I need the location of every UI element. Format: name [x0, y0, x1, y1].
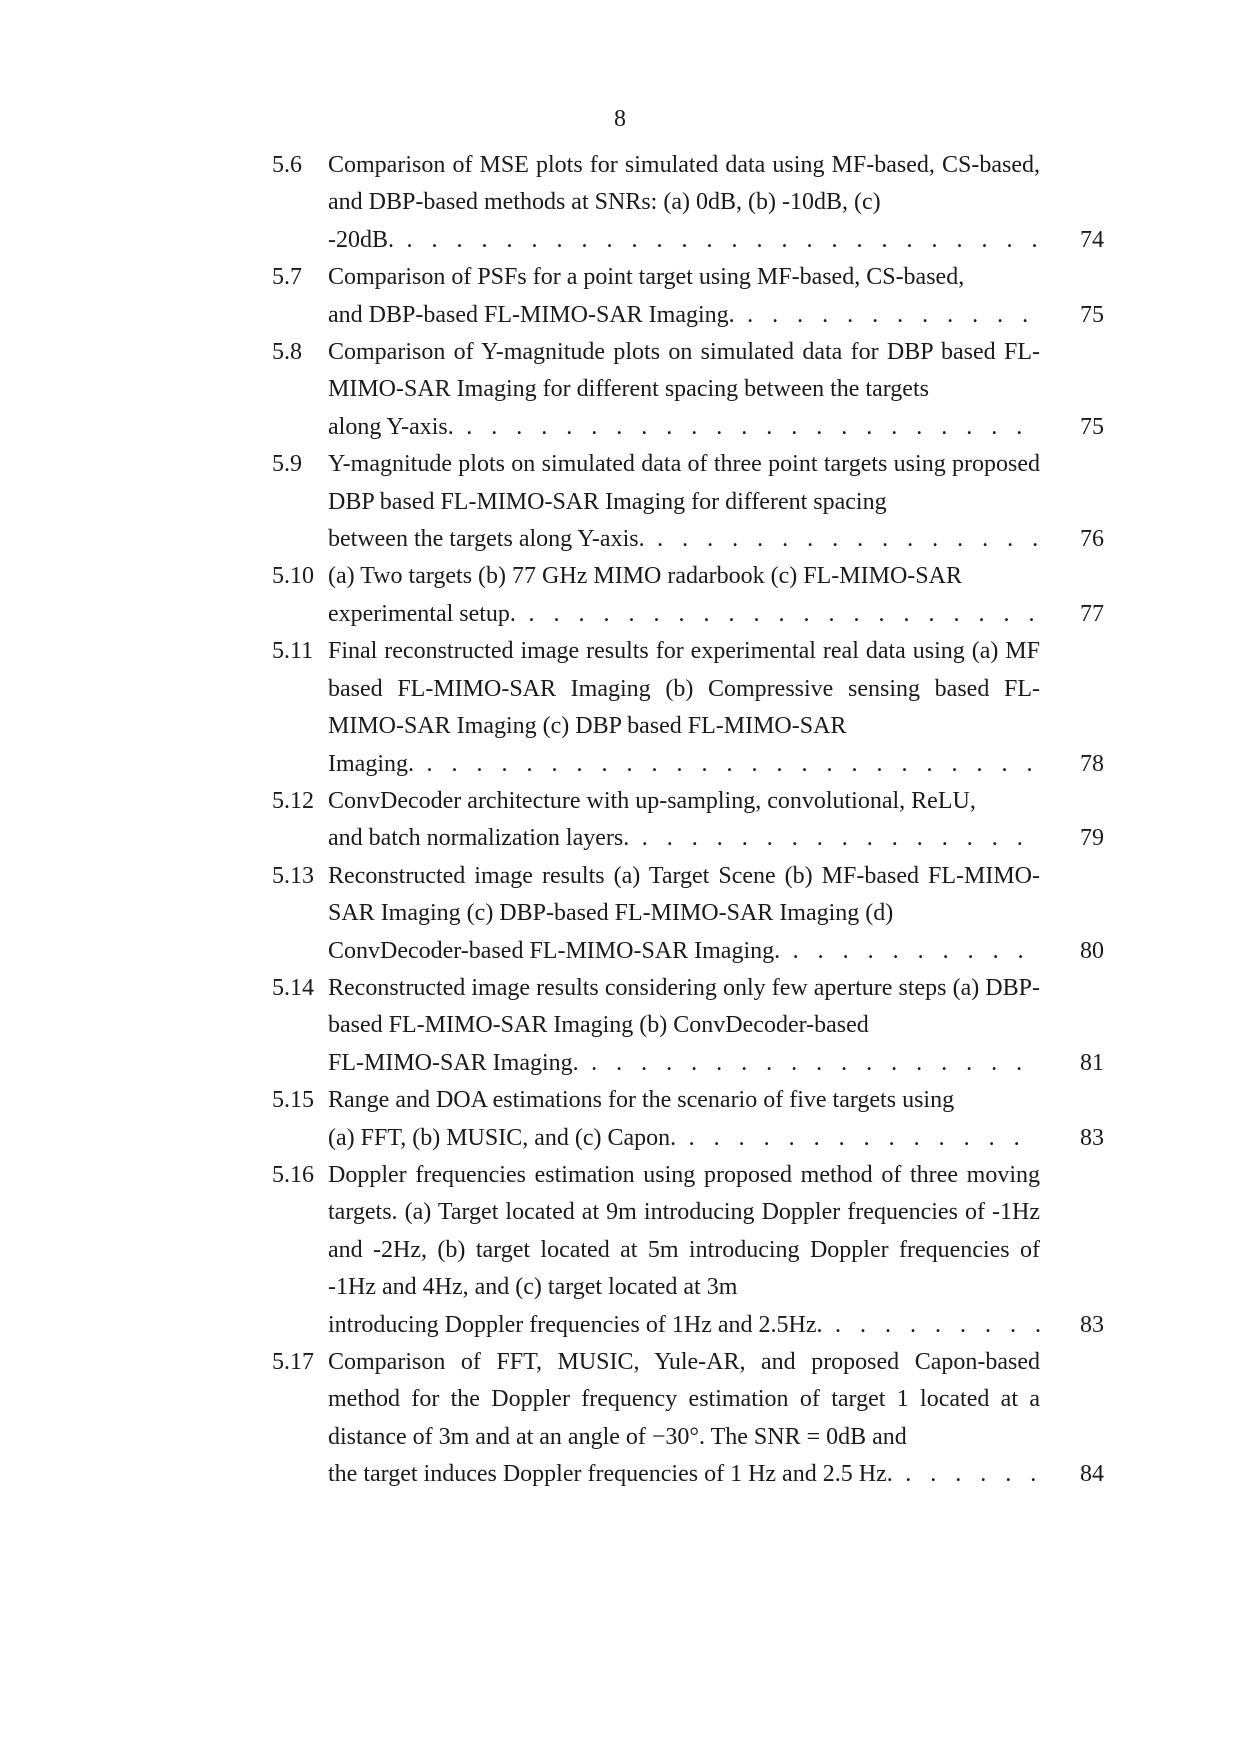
figure-caption: Comparison of PSFs for a point target using MF-based, CS-based, [328, 264, 965, 291]
figure-caption-last-line: experimental setup. . . . [328, 596, 1040, 633]
figure-number: 5.9 [272, 451, 302, 478]
figure-number: 5.6 [272, 152, 302, 178]
lof-entry-5-15[interactable] [272, 1082, 1104, 1157]
figure-caption: Final reconstructed image results for experimental real data using (a) MF based FL-MIMO-SAR Imaging (b) Compressive sensing based FL-MIMO-SAR Imaging (c) DBP based FL-MIMO-SAR [328, 638, 1040, 740]
page-ref[interactable]: 78 [1080, 750, 1104, 777]
figure-caption: Comparison of FFT, MUSIC, Yule-AR, and proposed Capon-based method for the Doppler frequency estimation of target 1 located at a distance of 3m and at an angle of −30°. The SNR = 0dB and [328, 1349, 1040, 1450]
figure-caption: (a) Two targets (b) 77 GHz MIMO radarbook (c) FL-MIMO-SAR [328, 563, 962, 590]
list-of-figures [272, 147, 1104, 1494]
page-ref[interactable]: 84 [1080, 1461, 1104, 1488]
page-ref[interactable]: 75 [1080, 301, 1104, 328]
figure-number: 5.13 [272, 862, 314, 889]
figure-number: 5.7 [272, 264, 302, 291]
figure-number: 5.17 [272, 1349, 314, 1375]
lof-entry-5-6[interactable] [272, 147, 1104, 259]
figure-caption: Range and DOA estimations for the scenario of five targets using [328, 1087, 955, 1114]
figure-caption: ConvDecoder architecture with up-sampling, convolutional, ReLU, [328, 787, 976, 814]
lof-entry-5-17[interactable] [272, 1344, 1104, 1494]
figure-number: 5.8 [272, 339, 302, 366]
figure-caption: Reconstructed image results considering only few aperture steps (a) DBP-based FL-MIMO-SAR Imaging (b) ConvDecoder-based [328, 974, 1040, 1039]
page-ref[interactable]: 81 [1080, 1049, 1104, 1076]
figure-caption: Reconstructed image results (a) Target Scene (b) MF-based FL-MIMO-SAR Imaging (c) DBP-based FL-MIMO-SAR Imaging (d) [328, 862, 1040, 927]
page-number: 8 [614, 106, 626, 132]
figure-caption: Y-magnitude plots on simulated data of three point targets using proposed DBP based FL-MIMO-SAR Imaging for different spacing [328, 451, 1040, 515]
figure-caption-last-line: -20dB. . . . [328, 222, 1040, 259]
figure-caption-last-line: along Y-axis. . . . [328, 409, 1040, 446]
figure-caption-last-line: ConvDecoder-based FL-MIMO-SAR Imaging. . . . [328, 933, 1040, 970]
figure-number: 5.12 [272, 787, 314, 814]
figure-caption-last-line: and DBP-based FL-MIMO-SAR Imaging. . . . [328, 297, 1040, 334]
page-ref[interactable]: 79 [1080, 825, 1104, 852]
lof-entry-5-16[interactable] [272, 1157, 1104, 1344]
figure-caption-last-line: and batch normalization layers. . . . [328, 820, 1040, 857]
lof-entry-5-11[interactable] [272, 633, 1104, 783]
figure-caption: Comparison of Y-magnitude plots on simulated data for DBP based FL-MIMO-SAR Imaging for different spacing between the targets [328, 339, 1040, 403]
lof-entry-5-13[interactable] [272, 858, 1104, 970]
figure-caption-last-line: FL-MIMO-SAR Imaging. . . . [328, 1045, 1040, 1082]
figure-caption: Comparison of MSE plots for simulated data using MF-based, CS-based, and DBP-based methods at SNRs: (a) 0dB, (b) -10dB, (c) [328, 152, 1040, 216]
page-ref[interactable]: 77 [1080, 600, 1104, 627]
figure-caption-last-line: between the targets along Y-axis. . . . [328, 521, 1040, 558]
figure-number: 5.14 [272, 974, 314, 1001]
lof-entry-5-9[interactable] [272, 446, 1104, 558]
page-ref[interactable]: 83 [1080, 1311, 1104, 1338]
figure-caption: Doppler frequencies estimation using proposed method of three moving targets. (a) Target located at 9m introducing Doppler frequencies of -1Hz and -2Hz, (b) target located at 5m introducing Doppler frequencies of -1Hz and 4Hz, and (c) target located at 3m [328, 1161, 1040, 1301]
figure-number: 5.15 [272, 1087, 314, 1114]
figure-number: 5.10 [272, 563, 314, 590]
figure-caption-last-line: introducing Doppler frequencies of 1Hz and 2.5Hz. . . . [328, 1307, 1040, 1344]
lof-entry-5-7[interactable] [272, 259, 1104, 334]
figure-caption-last-line: (a) FFT, (b) MUSIC, and (c) Capon. . . . [328, 1120, 1040, 1157]
page-ref[interactable]: 76 [1080, 526, 1104, 553]
page-ref[interactable]: 80 [1080, 937, 1104, 964]
figure-number: 5.16 [272, 1161, 314, 1188]
lof-entry-5-12[interactable] [272, 783, 1104, 858]
lof-entry-5-10[interactable] [272, 558, 1104, 633]
page-ref[interactable]: 75 [1080, 413, 1104, 440]
figure-number: 5.11 [272, 638, 314, 665]
figure-caption-last-line: Imaging. . . . [328, 746, 1040, 783]
lof-entry-5-14[interactable] [272, 970, 1104, 1082]
page-ref[interactable]: 74 [1080, 226, 1104, 253]
lof-entry-5-8[interactable] [272, 334, 1104, 446]
figure-caption-last-line: the target induces Doppler frequencies of 1 Hz and 2.5 Hz. . . . [328, 1456, 1040, 1493]
page-ref[interactable]: 83 [1080, 1124, 1104, 1151]
